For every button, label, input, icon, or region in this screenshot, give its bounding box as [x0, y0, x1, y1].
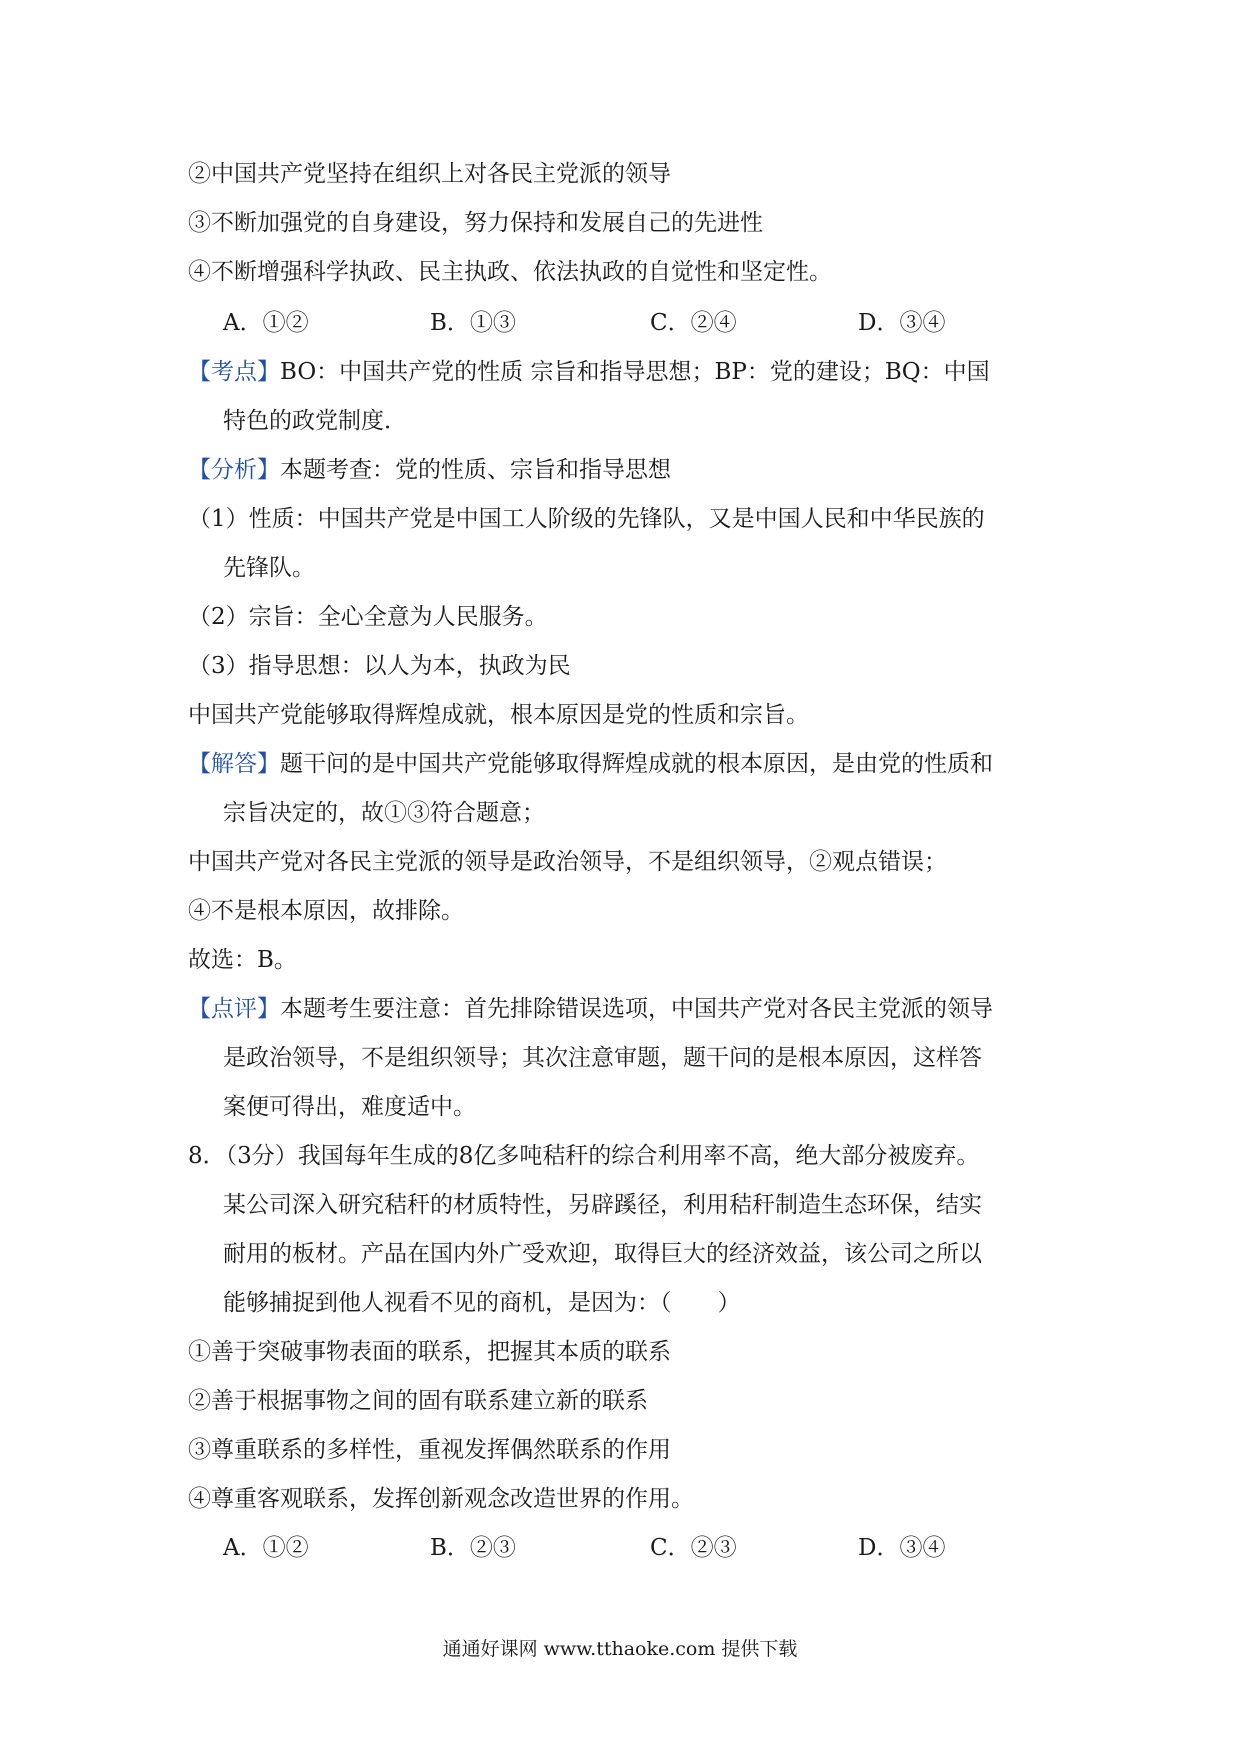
jieda-line-3: 中国共产党对各民主党派的领导是政治领导，不是组织领导，②观点错误； — [188, 849, 947, 875]
jieda-answer: 故选：B。 — [188, 947, 297, 973]
fenxi-item-1: （1）性质：中国共产党是中国工人阶级的先锋队，又是中国人民和中华民族的 — [188, 506, 985, 532]
q7-option-a: A．①② — [223, 310, 309, 336]
kaodian-label: 【考点】 — [188, 359, 280, 385]
fenxi-text: 本题考查：党的性质、宗旨和指导思想 — [280, 457, 671, 483]
q8-stem-line-3: 耐用的板材。产品在国内外广受欢迎，取得巨大的经济效益，该公司之所以 — [223, 1241, 982, 1267]
page-footer: 通通好课网 www.tthaoke.com 提供下载 — [442, 1638, 798, 1660]
q8-statement-4: ④尊重客观联系，发挥创新观念改造世界的作用。 — [188, 1486, 694, 1512]
fenxi-item-1-cont: 先锋队。 — [223, 555, 315, 581]
jieda-line-4: ④不是根本原因，故排除。 — [188, 898, 464, 924]
q7-option-b: B．①③ — [430, 310, 516, 336]
dianping-label: 【点评】 — [188, 996, 280, 1022]
q7-option-d: D．③④ — [858, 310, 946, 336]
q8-options — [0, 1533, 1240, 1563]
q8-option-d: D．③④ — [858, 1535, 946, 1561]
kaodian-text: BO：中国共产党的性质 宗旨和指导思想；BP：党的建设；BQ：中国 — [280, 359, 990, 385]
kaodian-line-2: 特色的政党制度． — [223, 408, 407, 434]
q7-statement-3: ③不断加强党的自身建设，努力保持和发展自己的先进性 — [188, 210, 763, 236]
q7-option-c: C．②④ — [650, 310, 737, 336]
fenxi-item-3: （3）指导思想：以人为本，执政为民 — [188, 653, 571, 679]
q7-statement-4: ④不断增强科学执政、民主执政、依法执政的自觉性和坚定性。 — [188, 259, 832, 285]
q8-stem-line-2: 某公司深入研究秸秆的材质特性，另辟蹊径，利用秸秆制造生态环保，结实 — [223, 1192, 982, 1218]
q7-options — [0, 308, 1240, 338]
q8-option-a: A．①② — [223, 1535, 309, 1561]
dianping-text: 本题考生要注意：首先排除错误选项，中国共产党对各民主党派的领导 — [280, 996, 993, 1022]
q8-stem-line-4: 能够捕捉到他人视看不见的商机，是因为：（ ） — [223, 1290, 741, 1316]
kaodian-line-1 — [188, 357, 990, 387]
q8-option-b: B．②③ — [430, 1535, 516, 1561]
q7-statement-2: ②中国共产党坚持在组织上对各民主党派的领导 — [188, 161, 671, 187]
dianping-line-3: 案便可得出，难度适中。 — [223, 1094, 476, 1120]
fenxi-conclusion: 中国共产党能够取得辉煌成就，根本原因是党的性质和宗旨。 — [188, 702, 809, 728]
jieda-label: 【解答】 — [188, 751, 280, 777]
q8-statement-3: ③尊重联系的多样性，重视发挥偶然联系的作用 — [188, 1437, 671, 1463]
fenxi-item-2: （2）宗旨：全心全意为人民服务。 — [188, 604, 548, 630]
jieda-text: 题干问的是中国共产党能够取得辉煌成就的根本原因，是由党的性质和 — [280, 751, 993, 777]
q8-stem-line-1: 8．（3分）我国每年生成的8亿多吨秸秆的综合利用率不高，绝大部分被废弃。 — [188, 1143, 980, 1169]
dianping-line-1 — [188, 994, 993, 1024]
fenxi-line-1 — [188, 455, 671, 485]
jieda-line-1 — [188, 749, 993, 779]
q8-statement-1: ①善于突破事物表面的联系，把握其本质的联系 — [188, 1339, 671, 1365]
jieda-line-2: 宗旨决定的，故①③符合题意； — [223, 800, 545, 826]
fenxi-label: 【分析】 — [188, 457, 280, 483]
q8-option-c: C．②③ — [650, 1535, 737, 1561]
q8-statement-2: ②善于根据事物之间的固有联系建立新的联系 — [188, 1388, 648, 1414]
dianping-line-2: 是政治领导，不是组织领导；其次注意审题，题干问的是根本原因，这样答 — [223, 1045, 982, 1071]
